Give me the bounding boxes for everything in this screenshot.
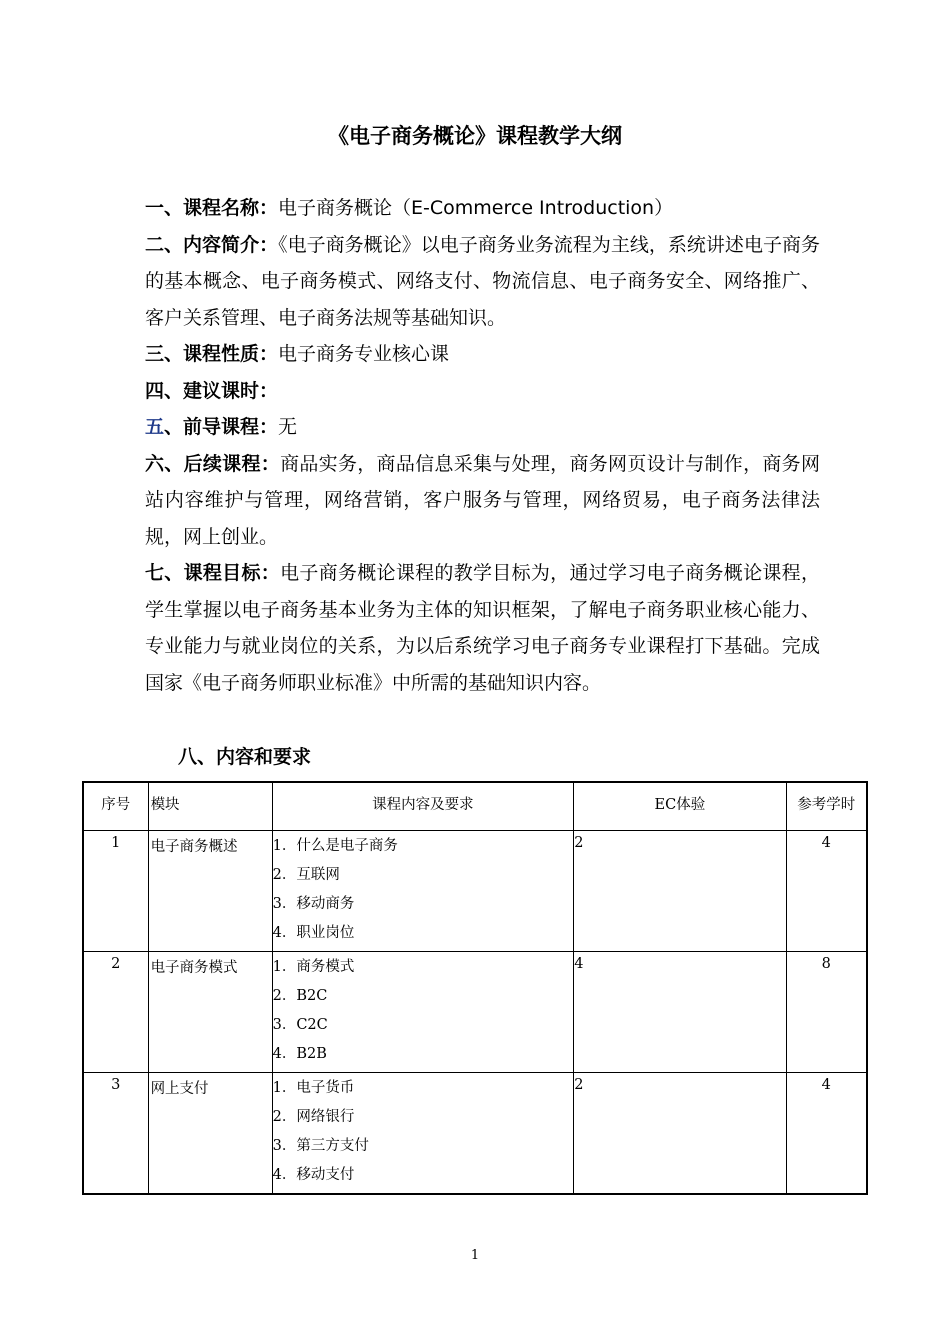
section-nature (145, 336, 820, 373)
section-label: 七、课程目标： (145, 562, 281, 584)
table-row (83, 830, 867, 951)
content-item: 1．什么是电子商务 (272, 837, 398, 854)
cell-module: 电子商务模式 (148, 951, 272, 1072)
cell-content (272, 830, 574, 951)
cell-module: 网上支付 (148, 1072, 272, 1194)
content-item: 2．互联网 (272, 866, 340, 883)
content-item: 2．B2C (272, 987, 328, 1004)
section-objective (145, 555, 820, 701)
section-label: 一、课程名称： (145, 197, 279, 219)
section-prerequisite (145, 409, 820, 446)
section-text: 商品实务，商品信息采集与处理，商务网页设计与制作，商务网站内容维护与管理，网络营销，客户服务与管理，网络贸易，电子商务法律法规，网上创业。 (145, 452, 820, 548)
section-text: 电子商务概论（E-Commerce Introduction） (278, 197, 674, 219)
header-content: 课程内容及要求 (272, 782, 574, 830)
cell-hours: 4 (786, 830, 867, 951)
header-no: 序号 (83, 782, 148, 830)
content-item: 3．移动商务 (272, 895, 355, 912)
header-ec: EC体验 (574, 782, 786, 830)
content-item: 3．第三方支付 (272, 1137, 369, 1154)
cell-hours: 8 (786, 951, 867, 1072)
cell-ec: 2 (574, 1072, 786, 1194)
section-followup (145, 446, 820, 556)
header-hours: 参考学时 (786, 782, 867, 830)
content-item: 4．B2B (272, 1045, 327, 1062)
section-text: 无 (278, 416, 298, 438)
cell-module: 电子商务概述 (148, 830, 272, 951)
table-row (83, 951, 867, 1072)
content-item: 1．商务模式 (272, 958, 355, 975)
content-item: 4．职业岗位 (272, 924, 355, 941)
table-row (83, 1072, 867, 1194)
cell-no: 1 (83, 830, 148, 951)
document-body (145, 190, 820, 701)
cell-content (272, 1072, 574, 1194)
cell-content (272, 951, 574, 1072)
content-item: 4．移动支付 (272, 1166, 355, 1183)
section-number: 五 (145, 416, 165, 438)
section-label: 四、建议课时： (145, 379, 279, 402)
cell-ec: 4 (574, 951, 786, 1072)
section-course-name (145, 190, 820, 227)
cell-ec: 2 (574, 830, 786, 951)
cell-no: 3 (83, 1072, 148, 1194)
content-item: 3．C2C (272, 1016, 328, 1033)
content-table (82, 781, 868, 1195)
section-hours (145, 373, 820, 410)
section-label: 、前导课程： (164, 416, 279, 438)
content-item: 1．电子货币 (272, 1079, 355, 1096)
page-number: 1 (470, 1248, 480, 1263)
cell-hours: 4 (786, 1072, 867, 1194)
section-text: 《电子商务概论》以电子商务业务流程为主线，系统讲述电子商务的基本概念、电子商务模式、网络支付、物流信息、电子商务安全、网络推广、客户关系管理、电子商务法规等基础知识。 (145, 233, 820, 329)
section-label: 六、后续课程： (145, 452, 281, 475)
content-item: 2．网络银行 (272, 1108, 355, 1125)
section-label: 三、课程性质： (145, 343, 279, 365)
section-text: 电子商务专业核心课 (278, 343, 450, 365)
section-summary (145, 227, 820, 337)
section-content-heading: 八、内容和要求 (178, 746, 312, 768)
cell-no: 2 (83, 951, 148, 1072)
header-module: 模块 (148, 782, 272, 830)
table-header-row (83, 782, 867, 830)
document-title: 《电子商务概论》课程教学大纲 (328, 124, 622, 148)
section-text: 电子商务概论课程的教学目标为，通过学习电子商务概论课程，学生掌握以电子商务基本业务为主体的知识框架，了解电子商务职业核心能力、专业能力与就业岗位的关系，为以后系统学习电子商务专业课程打下基础。完成国家《电子商务师职业标准》中所需的基础知识内容。 (145, 562, 820, 694)
section-label: 二、内容简介： (145, 233, 279, 256)
